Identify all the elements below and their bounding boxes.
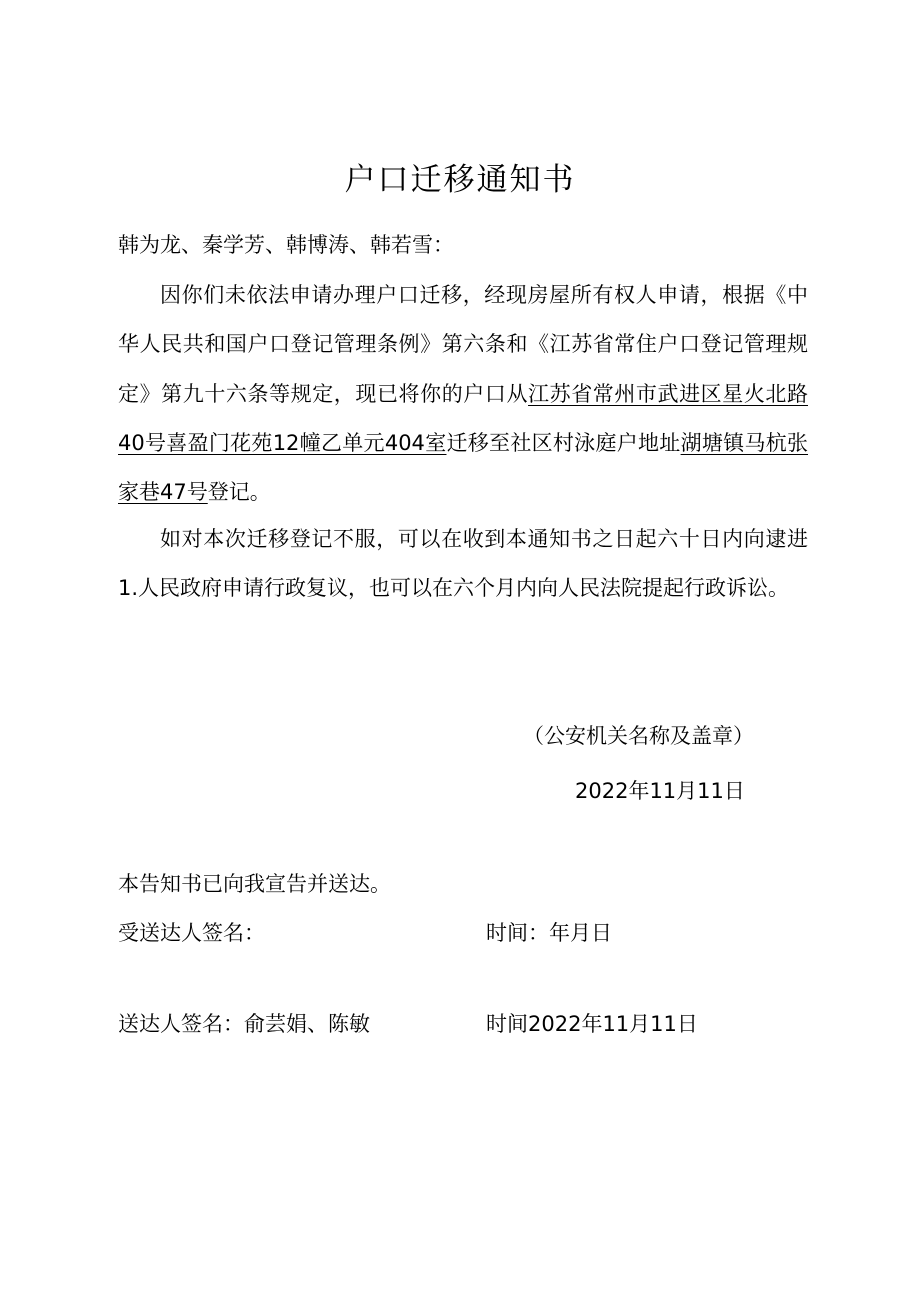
addressee-line: 韩为龙、秦学芳、韩博涛、韩若雪： (118, 233, 454, 257)
receipt-note: 本告知书已向我宣告并送达。 (118, 872, 391, 896)
paragraph-text-part-1: 因你们未依法申请办理户口迁移，经现房屋所有权人申请，根据《中华人民共和国户口登记管理条例》第六条和《江苏省常住户口登记管理规定》第九十六条等规定，现已将你的户口从 (118, 283, 808, 406)
recipient-signature-label: 受送达人签名： (118, 921, 265, 945)
paragraph-text-part-2: 迁移至社区村泳庭户地址 (446, 430, 681, 455)
recipient-time-label: 时间：年月日 (486, 921, 612, 945)
sender-signature: 送达人签名：俞芸娟、陈敏 (118, 1012, 370, 1036)
paragraph-text-part-3: 登记。 (207, 480, 271, 505)
issue-date: 2022年11月11日 (575, 779, 745, 803)
notice-paragraph-main (118, 271, 808, 517)
appeal-rights-paragraph: 如对本次迁移登记不服，可以在收到本通知书之日起六十日内向逮进1.人民政府申请行政复议，也可以在六个月内向人民法院提起行政诉讼。 (118, 527, 808, 601)
document-title: 户口迁移通知书 (344, 162, 576, 198)
old-address: 江苏省常州市武进区星火北路40号喜盈门花苑12幢乙单元404室 (118, 381, 808, 455)
new-address: 湖塘镇马杭张家巷47号 (118, 430, 809, 505)
sender-time: 时间2022年11月11日 (486, 1012, 698, 1036)
seal-note: （公安机关名称及盖章） (523, 724, 754, 748)
